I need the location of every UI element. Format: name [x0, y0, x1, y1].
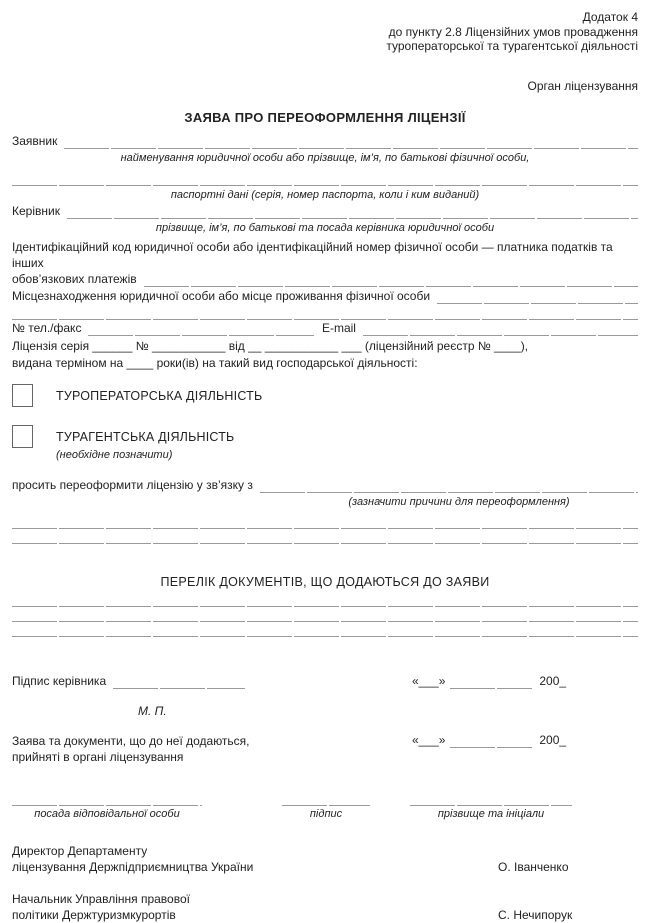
position-line[interactable] — [12, 796, 202, 806]
appendix-clause-line2: туроператорської та турагентської діяльності — [386, 39, 638, 53]
official-1-title-line1: Директор Департаменту — [12, 843, 148, 858]
documents-heading: ПЕРЕЛІК ДОКУМЕНТІВ, ЩО ДОДАЮТЬСЯ ДО ЗАЯВИ — [160, 574, 490, 589]
documents-line-1[interactable] — [12, 592, 638, 607]
reason-hint: (зазначити причини для переоформлення) — [348, 495, 570, 508]
passport-hint: паспортні дані (серія, номер паспорта, коли і ким виданий) — [170, 188, 480, 201]
received-date — [412, 733, 566, 748]
head-signature-label: Підпис керівника — [12, 673, 107, 688]
head-label: Керівник — [12, 203, 60, 218]
date-year[interactable]: 200_ — [539, 673, 567, 688]
signature-line[interactable] — [282, 796, 370, 806]
tour-operator-checkbox[interactable] — [12, 384, 33, 407]
reason-line-2[interactable] — [12, 514, 638, 529]
received-date-day-blank[interactable]: «___» — [412, 732, 446, 747]
responsible-signature-block — [12, 796, 638, 820]
documents-line-3[interactable] — [12, 622, 638, 637]
name-caption: прізвище та ініціали — [437, 807, 545, 820]
address-line-2[interactable] — [12, 305, 638, 320]
official-1-title-line2: ліцензування Держпідприємництва України — [12, 859, 254, 874]
documents-line-2[interactable] — [12, 607, 638, 622]
name-line[interactable] — [410, 796, 572, 806]
license-term-line: видана терміном на ____ роки(ів) на такий вид господарської діяльності: — [12, 355, 418, 370]
email-label: E-mail — [321, 320, 356, 335]
id-code-text: Ідентифікаційний код юридичної особи або ідентифікаційний номер фізичної особи — платника податків та інших — [12, 239, 613, 270]
position-caption: посада відповідальної особи — [34, 807, 180, 820]
signature-caption: підпис — [309, 807, 343, 820]
id-code-line[interactable] — [144, 272, 638, 287]
date-day-blank[interactable]: «___» — [412, 673, 446, 688]
official-row — [12, 891, 638, 923]
signature-date — [412, 674, 566, 689]
address-line[interactable] — [437, 289, 638, 304]
travel-agent-label: ТУРАГЕНТСЬКА ДІЯЛЬНІСТЬ — [56, 429, 235, 444]
travel-agent-checkbox[interactable] — [12, 425, 33, 448]
appendix-block — [12, 10, 638, 54]
tour-operator-label: ТУРОПЕРАТОРСЬКА ДІЯЛЬНІСТЬ — [56, 388, 263, 403]
reason-label: просить переоформити ліцензію у зв’язку з — [12, 477, 253, 492]
appendix-number: Додаток 4 — [582, 10, 638, 24]
passport-data-line[interactable] — [12, 171, 638, 186]
check-note: (необхідне позначити) — [56, 448, 173, 461]
applicant-label: Заявник — [12, 133, 58, 148]
received-date-month-line[interactable] — [450, 733, 532, 748]
address-label: Місцезнаходження юридичної особи або місце проживання фізичної особи — [12, 288, 431, 303]
id-code-text2: обов’язкових платежів — [12, 271, 137, 286]
licensing-authority-label: Орган ліцензування — [527, 78, 638, 93]
received-date-year[interactable]: 200_ — [539, 732, 567, 747]
received-text-line2: прийняті в органі ліцензування — [12, 749, 184, 764]
head-signature-line[interactable] — [113, 674, 245, 689]
applicant-name-line[interactable] — [64, 134, 638, 149]
official-1-name: О. Іванченко — [498, 859, 569, 874]
appendix-clause-line1: до пункту 2.8 Ліцензійних умов провадження — [388, 24, 638, 39]
official-row — [12, 843, 638, 875]
license-series-line: Ліцензія серія ______ № ___________ від __ ___________ ___ (ліцензійний реєстр № ____), — [12, 338, 529, 353]
official-2-title-line2: політики Держтуризмкурортів — [12, 907, 176, 922]
official-2-name: С. Нечипорук — [498, 907, 573, 922]
page-title: ЗАЯВА ПРО ПЕРЕОФОРМЛЕННЯ ЛІЦЕНЗІЇ — [184, 109, 466, 125]
official-2-title-line1: Начальник Управління правової — [12, 891, 190, 906]
reason-line[interactable] — [260, 478, 638, 493]
seal-mark: М. П. — [138, 703, 167, 718]
applicant-hint: найменування юридичної особи або прізвище, ім’я, по батькові фізичної особи, — [120, 151, 530, 164]
email-line[interactable] — [363, 321, 638, 336]
head-name-line[interactable] — [67, 204, 638, 219]
received-text-line1: Заява та документи, що до неї додаються, — [12, 733, 250, 748]
reason-line-3[interactable] — [12, 529, 638, 544]
head-hint: прізвище, ім’я, по батькові та посада керівника юридичної особи — [155, 221, 495, 234]
phone-label: № тел./факс — [12, 320, 82, 335]
phone-line[interactable] — [88, 321, 314, 336]
date-month-line[interactable] — [450, 674, 532, 689]
